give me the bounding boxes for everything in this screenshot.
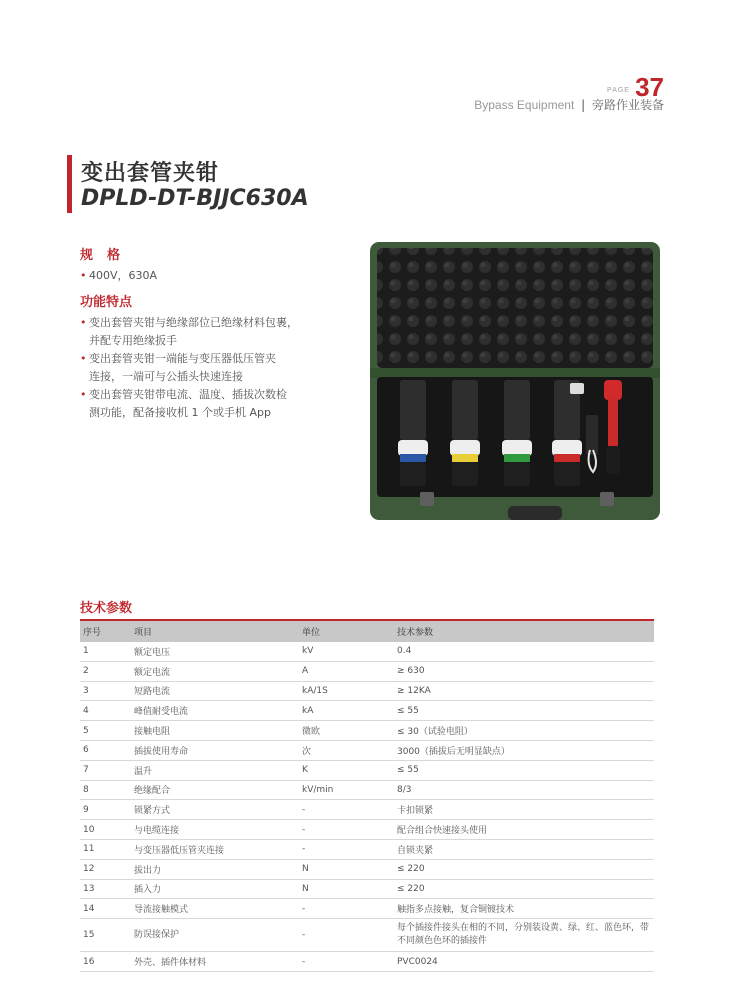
cell-value: PVC0024 bbox=[394, 952, 654, 972]
cell-unit: kV bbox=[299, 642, 394, 661]
table-row bbox=[80, 879, 654, 899]
cell-item: 拔出力 bbox=[131, 859, 299, 879]
cell-value: 3000（插拔后无明显缺点） bbox=[394, 740, 654, 760]
section-title-en: Bypass Equipment bbox=[474, 98, 575, 112]
cell-value: ≤ 30（试验电阻） bbox=[394, 721, 654, 741]
page-label: PAGE bbox=[607, 87, 630, 94]
cell-item: 锁紧方式 bbox=[131, 800, 299, 820]
tech-params-table bbox=[80, 619, 654, 972]
product-photo bbox=[368, 240, 662, 525]
table-row bbox=[80, 642, 654, 661]
cell-index: 16 bbox=[80, 952, 131, 972]
cell-value: ≤ 220 bbox=[394, 859, 654, 879]
feature-line: 连接，一端可与公插头快速连接 bbox=[89, 370, 243, 383]
table-row bbox=[80, 721, 654, 741]
cell-unit: 微欧 bbox=[299, 721, 394, 741]
cell-value: 每个插接件接头在相的不同，分别装设黄、绿、红、蓝色环，带不同颜色色环的插接件 bbox=[394, 919, 654, 952]
cell-item: 插入力 bbox=[131, 879, 299, 899]
clamp-yellow bbox=[450, 380, 480, 486]
feature-line: 变出套管夹钳带电流、温度、插拔次数检 bbox=[89, 388, 287, 401]
cell-value: ≤ 55 bbox=[394, 701, 654, 721]
spec-item bbox=[80, 267, 350, 285]
table-row bbox=[80, 701, 654, 721]
cell-item: 额定电压 bbox=[131, 642, 299, 661]
col-header-unit: 单位 bbox=[299, 620, 394, 642]
cell-index: 14 bbox=[80, 899, 131, 919]
cell-item: 接触电阻 bbox=[131, 721, 299, 741]
table-row bbox=[80, 899, 654, 919]
table-header-row bbox=[80, 620, 654, 642]
cell-unit: 次 bbox=[299, 740, 394, 760]
specs-heading: 规格 bbox=[80, 248, 135, 263]
cell-value: 0.4 bbox=[394, 642, 654, 661]
cell-unit: - bbox=[299, 820, 394, 840]
cell-value: 触指多点接触，复合铜镀技术 bbox=[394, 899, 654, 919]
cell-value: 8/3 bbox=[394, 780, 654, 800]
cell-item: 绝缘配合 bbox=[131, 780, 299, 800]
cell-index: 8 bbox=[80, 780, 131, 800]
cell-index: 15 bbox=[80, 919, 131, 952]
features-heading: 功能特点 bbox=[80, 295, 133, 310]
cell-item: 与电缆连接 bbox=[131, 820, 299, 840]
table-row bbox=[80, 780, 654, 800]
cell-value: 自锁夹紧 bbox=[394, 839, 654, 859]
cell-value: 卡扣锁紧 bbox=[394, 800, 654, 820]
cell-value: ≥ 630 bbox=[394, 661, 654, 681]
cell-unit: kA bbox=[299, 701, 394, 721]
cell-index: 3 bbox=[80, 681, 131, 701]
product-model: DPLD-DT-BJJC630A bbox=[81, 186, 309, 211]
product-title-cn: 变出套管夹钳 bbox=[81, 161, 220, 186]
table-row bbox=[80, 919, 654, 952]
cell-item: 导流接触模式 bbox=[131, 899, 299, 919]
cell-index: 12 bbox=[80, 859, 131, 879]
cell-item: 温升 bbox=[131, 760, 299, 780]
cell-value: ≥ 12KA bbox=[394, 681, 654, 701]
cell-unit: - bbox=[299, 800, 394, 820]
product-info bbox=[80, 244, 350, 422]
feature-line: 变出套管夹钳与绝缘部位已绝缘材料包裹， bbox=[89, 316, 298, 329]
table-row bbox=[80, 760, 654, 780]
cell-unit: K bbox=[299, 760, 394, 780]
clamp-blue bbox=[398, 380, 428, 486]
cell-item: 与变压器低压管夹连接 bbox=[131, 839, 299, 859]
cell-item: 短路电流 bbox=[131, 681, 299, 701]
feature-item bbox=[80, 350, 350, 386]
col-header-value: 技术参数 bbox=[394, 620, 654, 642]
table-row bbox=[80, 661, 654, 681]
section-separator: | bbox=[581, 98, 586, 112]
bullet-icon: • bbox=[80, 269, 87, 282]
cell-item: 插拔使用寿命 bbox=[131, 740, 299, 760]
cell-index: 11 bbox=[80, 839, 131, 859]
cell-value: ≤ 220 bbox=[394, 879, 654, 899]
table-body bbox=[80, 642, 654, 971]
table-row bbox=[80, 820, 654, 840]
cell-unit: - bbox=[299, 919, 394, 952]
spec-item-text: 400V，630A bbox=[89, 269, 158, 282]
bullet-icon: • bbox=[80, 352, 87, 365]
table-row bbox=[80, 859, 654, 879]
cell-index: 13 bbox=[80, 879, 131, 899]
page-number: 37 bbox=[635, 72, 664, 102]
table-row bbox=[80, 740, 654, 760]
feature-item bbox=[80, 386, 350, 422]
col-header-index: 序号 bbox=[80, 620, 131, 642]
table-row bbox=[80, 681, 654, 701]
cell-item: 防误接保护 bbox=[131, 919, 299, 952]
cell-value: 配合组合快速接头使用 bbox=[394, 820, 654, 840]
cell-index: 10 bbox=[80, 820, 131, 840]
cell-unit: kV/min bbox=[299, 780, 394, 800]
cell-unit: - bbox=[299, 952, 394, 972]
cell-index: 6 bbox=[80, 740, 131, 760]
col-header-item: 项目 bbox=[131, 620, 299, 642]
tech-params-heading: 技术参数 bbox=[80, 601, 133, 616]
table-row bbox=[80, 952, 654, 972]
feature-item bbox=[80, 314, 350, 350]
cell-unit: A bbox=[299, 661, 394, 681]
cell-unit: N bbox=[299, 879, 394, 899]
cell-unit: N bbox=[299, 859, 394, 879]
cell-index: 2 bbox=[80, 661, 131, 681]
feature-line: 测功能，配备接收机 1 个或手机 App bbox=[89, 406, 271, 419]
cell-index: 4 bbox=[80, 701, 131, 721]
feature-line: 变出套管夹钳一端能与变压器低压管夹 bbox=[89, 352, 276, 365]
table-row bbox=[80, 839, 654, 859]
cell-item: 峰值耐受电流 bbox=[131, 701, 299, 721]
bullet-icon: • bbox=[80, 316, 87, 329]
cell-index: 1 bbox=[80, 642, 131, 661]
table-row bbox=[80, 800, 654, 820]
cell-unit: - bbox=[299, 839, 394, 859]
clamp-green bbox=[502, 380, 532, 486]
clamp-red bbox=[552, 380, 582, 486]
feature-line: 并配专用绝缘扳手 bbox=[89, 334, 177, 347]
section-title-cn: 旁路作业装备 bbox=[591, 98, 664, 112]
cell-unit: - bbox=[299, 899, 394, 919]
bullet-icon: • bbox=[80, 388, 87, 401]
cell-unit: kA/1S bbox=[299, 681, 394, 701]
cell-index: 5 bbox=[80, 721, 131, 741]
cell-value: ≤ 55 bbox=[394, 760, 654, 780]
cell-index: 7 bbox=[80, 760, 131, 780]
cell-index: 9 bbox=[80, 800, 131, 820]
title-accent-bar bbox=[67, 155, 72, 213]
cell-item: 外壳、插件体材料 bbox=[131, 952, 299, 972]
cell-item: 额定电流 bbox=[131, 661, 299, 681]
section-title bbox=[474, 96, 664, 113]
